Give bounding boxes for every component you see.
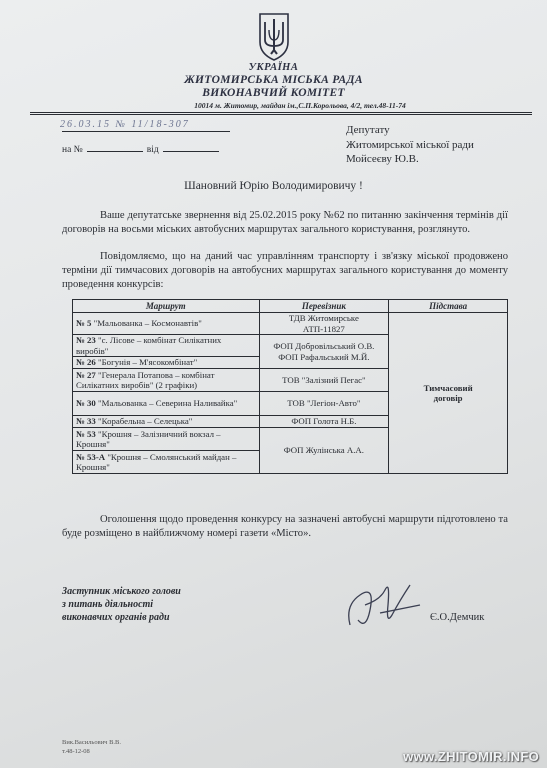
route-number: № 5 xyxy=(76,318,92,329)
executor-phone: т.48-12-08 xyxy=(62,748,90,755)
recipient-block xyxy=(346,123,474,167)
route-name: "Богунія – М'ясокомбінат" xyxy=(95,357,198,368)
route-number: № 27 xyxy=(76,369,96,380)
trident-coat-of-arms-icon xyxy=(258,12,290,62)
route-cell xyxy=(73,428,260,451)
route-name: "с. Лісове – комбінат Силікатних виробів" xyxy=(76,335,222,356)
carrier-line: ТДВ Житомирське xyxy=(288,313,359,323)
table-row xyxy=(73,313,508,335)
carrier-cell: ТОВ "Залізний Пегас" xyxy=(259,369,389,392)
paragraph-1-text: Ваше депутатське звернення від 25.02.2015 року №62 по питанню закінчення термінів дії договорів на восьми міських автобусних маршрутах загального користування, розглянуто. xyxy=(62,210,508,235)
recipient-line-3: Мойсеєву Ю.В. xyxy=(346,153,419,165)
signatory-line-1: Заступник міського голови xyxy=(62,586,181,597)
route-name: "Корабельна – Селецька" xyxy=(95,416,193,427)
carrier-line: ФОП Рафальський М.Й. xyxy=(278,351,370,362)
handwritten-signature xyxy=(330,565,430,640)
basis-cell xyxy=(389,313,508,474)
route-cell xyxy=(73,335,260,357)
site-watermark: www.ZHITOMIR.INFO xyxy=(403,749,539,764)
route-name: "Мальованка – Северина Наливайка" xyxy=(95,398,238,409)
letterhead-divider xyxy=(30,112,532,113)
route-name: "Крошня – Залізничний вокзал – Крошня" xyxy=(76,428,221,449)
route-number: № 30 xyxy=(76,398,96,409)
paragraph-2 xyxy=(62,250,508,291)
signatory-title xyxy=(62,585,181,624)
route-number: № 53 xyxy=(76,428,96,439)
recipient-line-1: Депутату xyxy=(346,124,390,136)
route-number: № 33 xyxy=(76,416,96,427)
carrier-line: ФОП Добровільський О.В. xyxy=(273,341,375,351)
carrier-line: АТП-11827 xyxy=(302,323,345,334)
signatory-name: Є.О.Демчик xyxy=(430,612,485,623)
signatory-line-3: виконавчих органів ради xyxy=(62,612,170,623)
letterhead-committee: ВИКОНАВЧИЙ КОМІТЕТ xyxy=(202,87,345,99)
route-name: "Генерала Потапова – комбінат Силікатних виробів" (2 графіки) xyxy=(76,369,215,390)
route-name: "Крошня – Смолянський майдан – Крошня" xyxy=(76,451,237,472)
route-cell xyxy=(73,392,260,416)
route-cell xyxy=(73,416,260,428)
route-cell xyxy=(73,369,260,392)
routes-table xyxy=(72,299,508,474)
paragraph-2-text: Повідомляємо, що на даний час управлінням транспорту і зв'язку міської продовжено терміни дії тимчасових договорів на автобусних маршрутах загального користування до моменту проведення конкурсів: xyxy=(62,251,508,290)
header-route: Маршрут xyxy=(73,300,260,313)
basis-line: договір xyxy=(433,393,463,403)
route-name: "Мальованка – Космонавтів" xyxy=(91,318,202,329)
route-number: № 53-А xyxy=(76,451,106,462)
route-cell xyxy=(73,313,260,335)
carrier-cell xyxy=(259,335,389,369)
recipient-line-2: Житомирської міської ради xyxy=(346,138,474,151)
table-header-row xyxy=(73,300,508,313)
executor-info xyxy=(62,738,121,756)
letterhead-address: 10014 м. Житомир, майдан ім.,С.П.Корольова, 4/2, тел.48-11-74 xyxy=(194,101,406,110)
route-number: № 26 xyxy=(76,357,96,368)
carrier-cell: ФОП Жулінська А.А. xyxy=(259,428,389,474)
letterhead-country: УКРАЇНА xyxy=(248,62,299,73)
route-cell xyxy=(73,357,260,369)
handwritten-reference-number: 26.03.15 № 11/18-307 xyxy=(60,119,190,130)
letterhead-council: ЖИТОМИРСЬКА МІСЬКА РАДА xyxy=(184,74,363,86)
header-carrier: Перевізник xyxy=(259,300,389,313)
reference-line xyxy=(62,142,223,155)
letterhead-divider-2 xyxy=(30,114,532,115)
paragraph-1 xyxy=(62,209,508,237)
carrier-cell: ТОВ "Легіон-Авто" xyxy=(259,392,389,416)
carrier-cell: ФОП Голота Н.Б. xyxy=(259,416,389,428)
signatory-line-2: з питань діяльності xyxy=(62,599,154,610)
header-basis: Підстава xyxy=(389,300,508,313)
paragraph-3 xyxy=(62,513,508,541)
route-number: № 23 xyxy=(76,335,96,345)
route-cell xyxy=(73,451,260,474)
ref-from-label: від xyxy=(146,145,159,155)
greeting: Шановний Юрію Володимировичу ! xyxy=(184,180,363,192)
ref-no-label: на № xyxy=(62,145,83,155)
executor-name: Вик.Васильович В.В. xyxy=(62,739,122,746)
basis-line: Тимчасовий xyxy=(423,382,473,393)
ref-underline xyxy=(62,131,230,132)
paragraph-3-text: Оголошення щодо проведення конкурсу на зазначені автобусні маршрути підготовлено та буде розміщено в найближчому номері газети «Місто». xyxy=(62,514,508,539)
carrier-cell xyxy=(259,313,389,335)
